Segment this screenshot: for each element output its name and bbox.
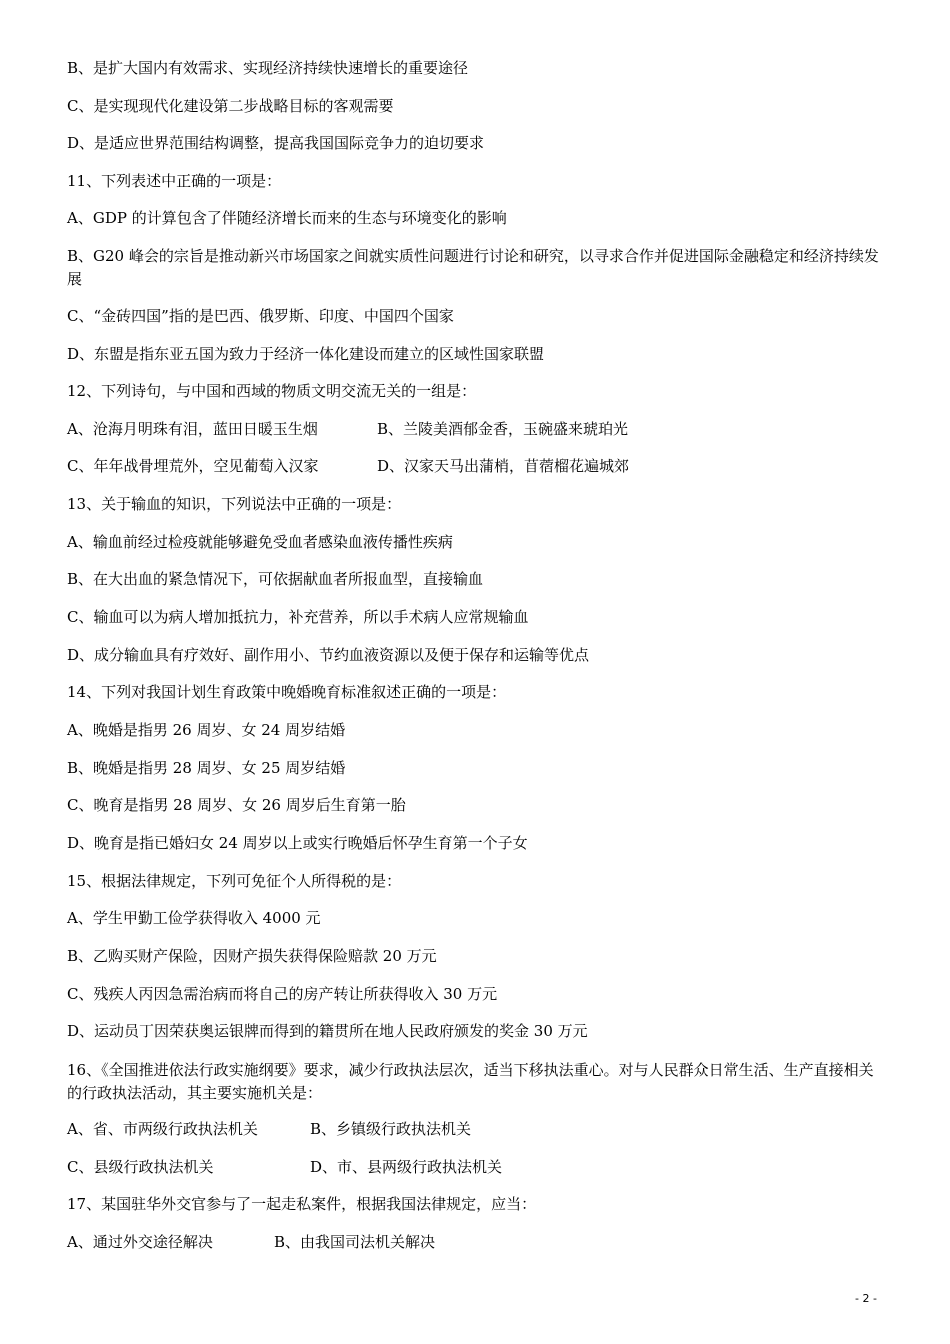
option-line: B、在大出血的紧急情况下，可依据献血者所报血型，直接输血 [67,570,484,588]
option-line: D、是适应世界范围结构调整，提高我国国际竞争力的迫切要求 [67,134,485,152]
option-a: A、省、市两级行政执法机关 [67,1120,258,1138]
question-13: 13、关于输血的知识，下列说法中正确的一项是： [67,495,402,513]
option-line: D、成分输血具有疗效好、副作用小、节约血液资源以及便于保存和运输等优点 [67,646,590,664]
option-a: A、通过外交途径解决 [67,1233,213,1251]
option-line: C、残疾人丙因急需治病而将自己的房产转让所获得收入 30 万元 [67,985,498,1003]
option-line: C、是实现现代化建设第二步战略目标的客观需要 [67,97,394,115]
option-line: B、是扩大国内有效需求、实现经济持续快速增长的重要途径 [67,59,469,77]
option-line: B、G20 峰会的宗旨是推动新兴市场国家之间就实质性问题进行讨论和研究，以寻求合作并促进国际金融稳定和经济持续发展 [67,247,879,288]
question-17: 17、某国驻华外交官参与了一起走私案件，根据我国法律规定，应当： [67,1195,537,1213]
option-b: B、由我国司法机关解决 [274,1233,436,1251]
option-line: A、学生甲勤工俭学获得收入 4000 元 [67,909,321,927]
option-line: D、运动员丁因荣获奥运银牌而得到的籍贯所在地人民政府颁发的奖金 30 万元 [67,1022,588,1040]
option-line: D、东盟是指东亚五国为致力于经济一体化建设而建立的区域性国家联盟 [67,345,545,363]
option-line: A、输血前经过检疫就能够避免受血者感染血液传播性疾病 [67,533,453,551]
option-b: B、兰陵美酒郁金香，玉碗盛来琥珀光 [377,420,629,438]
option-c: C、县级行政执法机关 [67,1158,214,1176]
question-14: 14、下列对我国计划生育政策中晚婚晚育标准叙述正确的一项是： [67,683,507,701]
option-line: A、晚婚是指男 26 周岁、女 24 周岁结婚 [67,721,346,739]
question-12: 12、下列诗句，与中国和西域的物质文明交流无关的一组是： [67,382,477,400]
option-a: A、沧海月明珠有泪，蓝田日暖玉生烟 [67,420,318,438]
page-number: - 2 - [855,1292,877,1305]
option-line: C、晚育是指男 28 周岁、女 26 周岁后生育第一胎 [67,796,406,814]
question-11: 11、下列表述中正确的一项是： [67,172,282,190]
option-b: B、乡镇级行政执法机关 [310,1120,472,1138]
option-c: C、年年战骨埋荒外，空见葡萄入汉家 [67,457,319,475]
option-line: B、乙购买财产保险，因财产损失获得保险赔款 20 万元 [67,947,437,965]
option-line: A、GDP 的计算包含了伴随经济增长而来的生态与环境变化的影响 [67,209,507,227]
option-d: D、汉家天马出蒲梢，苜蓿榴花遍城郊 [377,457,630,475]
option-line: C、输血可以为病人增加抵抗力，补充营养，所以手术病人应常规输血 [67,608,529,626]
option-line: D、晚育是指已婚妇女 24 周岁以上或实行晚婚后怀孕生育第一个子女 [67,834,528,852]
option-line: B、晚婚是指男 28 周岁、女 25 周岁结婚 [67,759,346,777]
option-line: C、“金砖四国”指的是巴西、俄罗斯、印度、中国四个国家 [67,307,454,325]
question-15: 15、根据法律规定，下列可免征个人所得税的是： [67,872,402,890]
option-d: D、市、县两级行政执法机关 [310,1158,503,1176]
question-16: 16、《全国推进依法行政实施纲要》要求，减少行政执法层次，适当下移执法重心。对与人民群众日常生活、生产直接相关的行政执法活动，其主要实施机关是： [67,1061,874,1102]
